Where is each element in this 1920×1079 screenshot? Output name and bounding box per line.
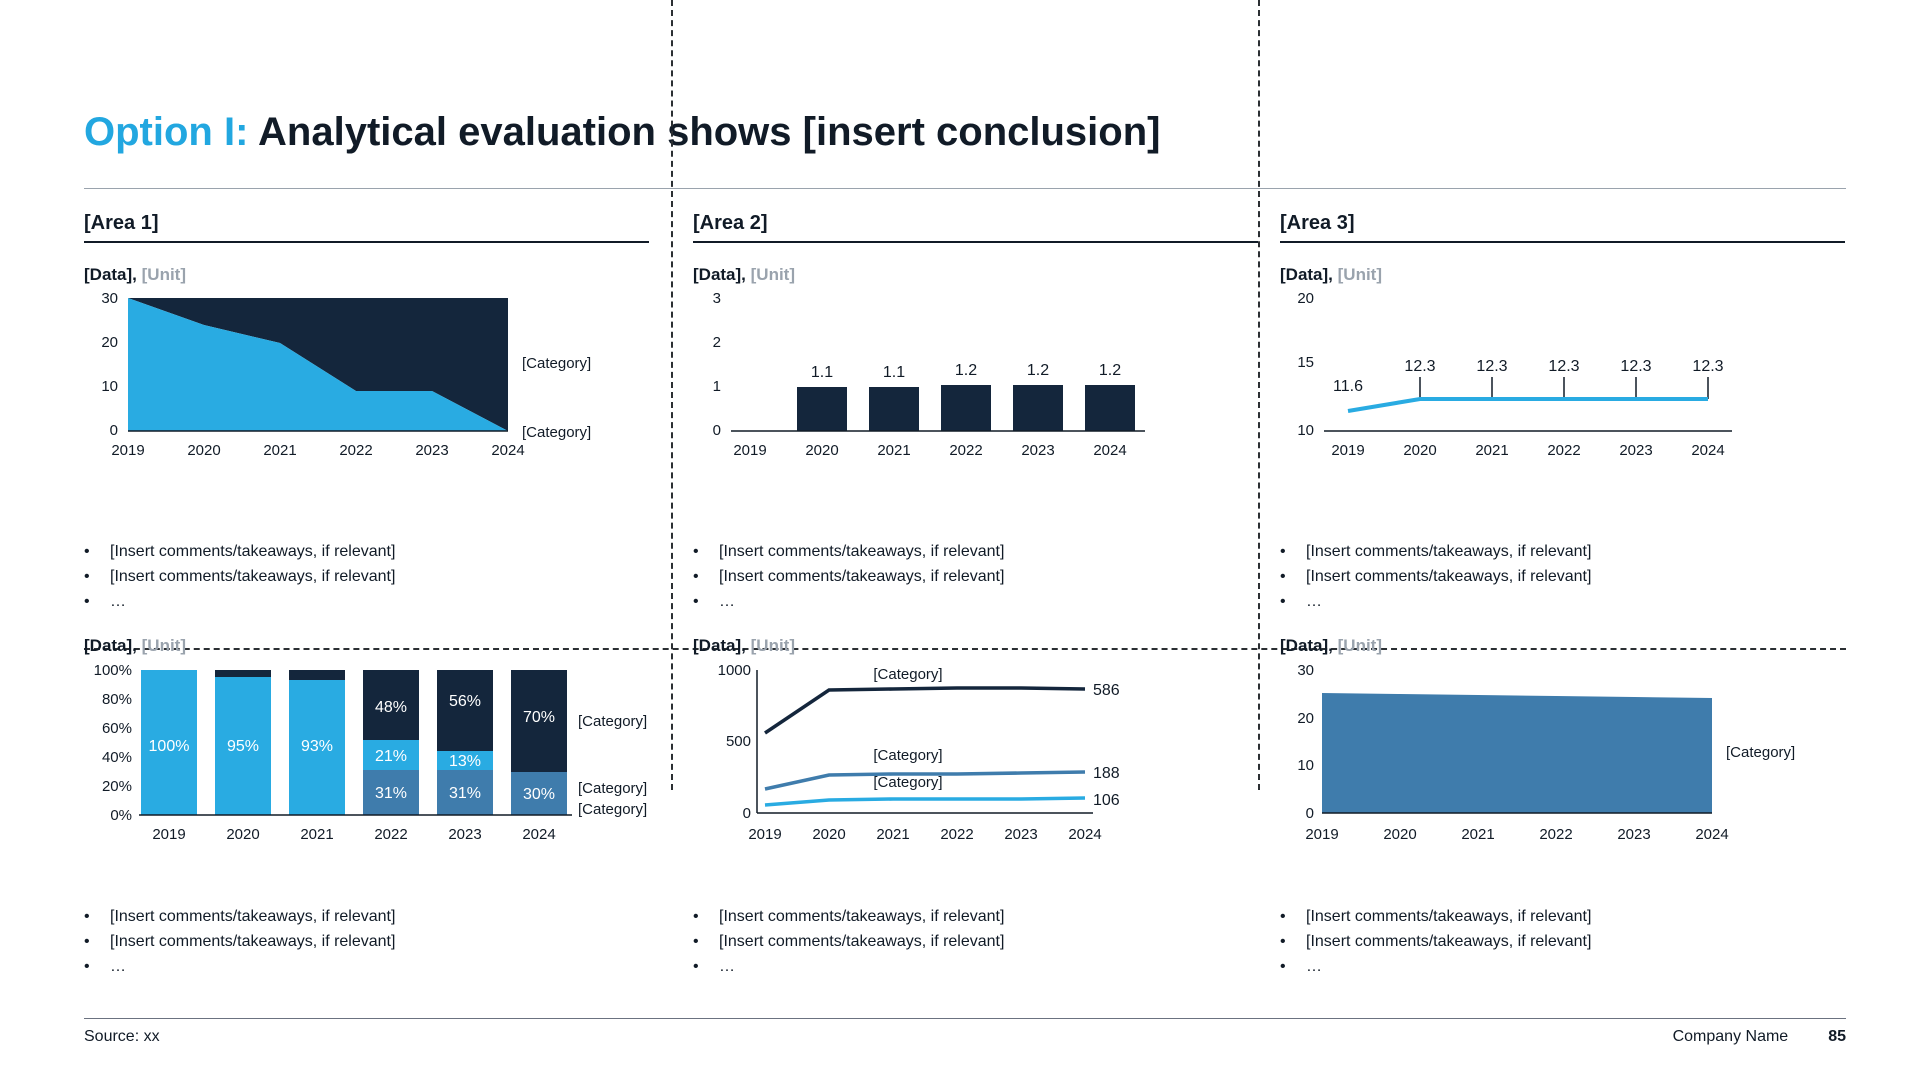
svg-text:20: 20 [101, 334, 118, 351]
svg-text:12.3: 12.3 [1692, 358, 1724, 375]
svg-text:12.3: 12.3 [1620, 358, 1652, 375]
bullet-marker: • [693, 908, 699, 925]
bullet-item: • … [1280, 954, 1845, 979]
svg-text:21%: 21% [374, 748, 408, 765]
chart-a3-bottom-label: [Data], [Unit] [1280, 636, 1383, 655]
bullet-marker: • [693, 543, 699, 560]
svg-text:31%: 31% [448, 785, 482, 802]
svg-text:2024: 2024 [1093, 442, 1127, 459]
chart-a2-bottom-label: [Data], [Unit] [693, 636, 796, 655]
footer-divider [84, 1018, 1846, 1019]
bullet-marker: • [1280, 958, 1286, 975]
svg-text:30: 30 [1297, 662, 1314, 679]
svg-text:1.2: 1.2 [954, 362, 978, 379]
svg-text:2022: 2022 [949, 442, 983, 459]
area-3-rule [1280, 241, 1845, 243]
chart-a1-bottom-category-2: [Category] [578, 780, 648, 797]
svg-text:2019: 2019 [733, 442, 767, 459]
chart-a2-bottom-end-label-1: 586 [1093, 682, 1120, 699]
svg-text:56%: 56% [448, 693, 482, 710]
bullet-item: • [Insert comments/takeaways, if relevant] [84, 539, 671, 564]
title-accent: Option I: [84, 110, 249, 154]
bullet-marker: • [693, 568, 699, 585]
chart-a2-bottom [693, 662, 1258, 894]
column-area-2 [671, 212, 1258, 1002]
chart-a1-bottom-block [84, 636, 671, 979]
chart-a2-bottom-block [693, 636, 1258, 979]
bullet-item: • [Insert comments/takeaways, if relevant] [84, 904, 671, 929]
bullet-marker: • [84, 593, 90, 610]
bullet-item: • [Insert comments/takeaways, if relevant] [1280, 564, 1845, 589]
chart-a1-top-category-1: [Category] [522, 355, 592, 372]
bullet-marker: • [84, 568, 90, 585]
svg-text:1: 1 [712, 378, 721, 395]
svg-text:2020: 2020 [1383, 826, 1417, 843]
svg-text:1.2: 1.2 [1098, 362, 1122, 379]
svg-text:0: 0 [1305, 805, 1314, 822]
bullets-a3-top [1280, 539, 1845, 614]
svg-text:2020: 2020 [226, 826, 260, 843]
svg-text:12.3: 12.3 [1548, 358, 1580, 375]
chart-a1-top [84, 291, 649, 529]
column-area-3 [1258, 212, 1845, 1002]
bullets-a1-top [84, 539, 671, 614]
bullet-item: • [Insert comments/takeaways, if relevant] [693, 904, 1258, 929]
svg-text:2019: 2019 [1331, 442, 1365, 459]
svg-text:2023: 2023 [1617, 826, 1651, 843]
chart-a3-bottom-block [1280, 636, 1845, 979]
svg-text:2019: 2019 [1305, 826, 1339, 843]
chart-a2-top [693, 291, 1258, 529]
bullet-item: • … [1280, 589, 1845, 614]
svg-text:2021: 2021 [1475, 442, 1509, 459]
company-name: Company Name [1672, 1028, 1789, 1045]
bullet-item: • … [693, 954, 1258, 979]
svg-text:40%: 40% [101, 749, 132, 766]
svg-text:1.1: 1.1 [882, 364, 906, 381]
svg-text:2021: 2021 [876, 826, 910, 843]
bullet-marker: • [1280, 933, 1286, 950]
bullets-a3-bottom [1280, 904, 1845, 979]
svg-text:80%: 80% [101, 691, 132, 708]
bullet-marker: • [1280, 908, 1286, 925]
svg-text:100%: 100% [148, 738, 190, 755]
bullets-a1-bottom [84, 904, 671, 979]
svg-text:2023: 2023 [1619, 442, 1653, 459]
bullet-marker: • [693, 933, 699, 950]
column-area-1 [84, 212, 671, 1002]
svg-text:3: 3 [712, 291, 721, 307]
bullet-marker: • [1280, 568, 1286, 585]
content-columns [84, 212, 1846, 1002]
svg-text:2024: 2024 [1695, 826, 1729, 843]
chart-a1-bottom-category-3: [Category] [578, 801, 648, 818]
svg-text:15: 15 [1297, 354, 1314, 371]
bullet-item: • [Insert comments/takeaways, if relevant] [1280, 539, 1845, 564]
svg-text:2019: 2019 [748, 826, 782, 843]
footer [84, 1028, 1846, 1046]
chart-a3-top-label: [Data], [Unit] [1280, 265, 1383, 284]
chart-a1-bottom-label: [Data], [Unit] [84, 636, 187, 655]
svg-text:100%: 100% [93, 662, 132, 679]
svg-text:[Category]: [Category] [873, 774, 943, 791]
svg-text:30%: 30% [522, 786, 556, 803]
svg-text:1.1: 1.1 [810, 364, 834, 381]
svg-text:2022: 2022 [339, 442, 373, 459]
bullet-item: • … [84, 954, 671, 979]
page-number: 85 [1828, 1028, 1846, 1045]
svg-text:0%: 0% [110, 807, 132, 824]
bullet-item: • [Insert comments/takeaways, if relevant] [693, 539, 1258, 564]
bullet-marker: • [1280, 593, 1286, 610]
svg-text:0: 0 [742, 805, 751, 822]
svg-text:2020: 2020 [1403, 442, 1437, 459]
svg-text:2023: 2023 [415, 442, 449, 459]
svg-text:1000: 1000 [717, 662, 751, 679]
bullet-item: • [Insert comments/takeaways, if relevant] [693, 564, 1258, 589]
svg-text:31%: 31% [374, 785, 408, 802]
svg-text:2022: 2022 [940, 826, 974, 843]
chart-a3-bottom [1280, 662, 1845, 894]
area-2-rule [693, 241, 1258, 243]
svg-text:2024: 2024 [522, 826, 556, 843]
svg-text:30: 30 [101, 291, 118, 307]
chart-a2-top-label: [Data], [Unit] [693, 265, 796, 284]
area-2-heading: [Area 2] [693, 212, 768, 234]
page-title [84, 110, 1844, 154]
svg-text:13%: 13% [448, 753, 482, 770]
svg-text:93%: 93% [300, 738, 334, 755]
svg-text:2022: 2022 [374, 826, 408, 843]
svg-text:11.6: 11.6 [1333, 378, 1363, 395]
bullet-marker: • [84, 933, 90, 950]
svg-text:2021: 2021 [1461, 826, 1495, 843]
area-3-heading: [Area 3] [1280, 212, 1355, 234]
svg-text:2020: 2020 [187, 442, 221, 459]
svg-text:10: 10 [101, 378, 118, 395]
chart-a1-bottom [84, 662, 649, 894]
svg-text:20: 20 [1297, 710, 1314, 727]
bullet-item: • [Insert comments/takeaways, if relevant] [693, 929, 1258, 954]
bullet-marker: • [693, 958, 699, 975]
bullet-marker: • [1280, 543, 1286, 560]
svg-text:12.3: 12.3 [1404, 358, 1436, 375]
chart-a1-bottom-category-1: [Category] [578, 713, 648, 730]
svg-text:1.2: 1.2 [1026, 362, 1050, 379]
svg-text:2019: 2019 [111, 442, 145, 459]
svg-text:2022: 2022 [1539, 826, 1573, 843]
svg-text:70%: 70% [522, 709, 556, 726]
svg-text:12.3: 12.3 [1476, 358, 1508, 375]
svg-text:20%: 20% [101, 778, 132, 795]
title-rest: Analytical evaluation shows [insert conclusion] [258, 110, 1161, 154]
title-divider [84, 188, 1846, 189]
svg-text:2020: 2020 [812, 826, 846, 843]
svg-text:2024: 2024 [1068, 826, 1102, 843]
bullet-item: • … [693, 589, 1258, 614]
bullet-marker: • [84, 908, 90, 925]
bullet-item: • [Insert comments/takeaways, if relevant] [1280, 904, 1845, 929]
bullet-item: • [Insert comments/takeaways, if relevant] [1280, 929, 1845, 954]
svg-text:10: 10 [1297, 757, 1314, 774]
svg-text:2023: 2023 [448, 826, 482, 843]
svg-text:[Category]: [Category] [873, 747, 943, 764]
svg-text:2024: 2024 [1691, 442, 1725, 459]
svg-text:2021: 2021 [300, 826, 334, 843]
bullet-item: • … [84, 589, 671, 614]
svg-text:2022: 2022 [1547, 442, 1581, 459]
bullet-marker: • [84, 543, 90, 560]
svg-text:2019: 2019 [152, 826, 186, 843]
chart-a2-bottom-end-label-2: 188 [1093, 765, 1120, 782]
area-1-rule [84, 241, 649, 243]
svg-text:2023: 2023 [1021, 442, 1055, 459]
svg-text:2020: 2020 [805, 442, 839, 459]
svg-text:20: 20 [1297, 291, 1314, 307]
svg-text:500: 500 [725, 733, 751, 750]
svg-text:48%: 48% [374, 699, 408, 716]
svg-text:0: 0 [712, 422, 721, 439]
svg-text:2021: 2021 [263, 442, 297, 459]
svg-text:60%: 60% [101, 720, 132, 737]
bullet-marker: • [84, 958, 90, 975]
svg-text:10: 10 [1297, 422, 1314, 439]
bullet-item: • [Insert comments/takeaways, if relevant] [84, 929, 671, 954]
bullets-a2-bottom [693, 904, 1258, 979]
chart-a1-top-label: [Data], [Unit] [84, 265, 187, 284]
area-1-heading: [Area 1] [84, 212, 159, 234]
svg-text:2024: 2024 [491, 442, 525, 459]
bullet-marker: • [693, 593, 699, 610]
bullets-a2-top [693, 539, 1258, 614]
chart-a1-top-category-2: [Category] [522, 424, 592, 441]
chart-a3-top [1280, 291, 1845, 529]
svg-text:2023: 2023 [1004, 826, 1038, 843]
svg-text:95%: 95% [226, 738, 260, 755]
svg-text:2021: 2021 [877, 442, 911, 459]
svg-text:[Category]: [Category] [873, 666, 943, 683]
svg-text:2: 2 [712, 334, 721, 351]
svg-text:0: 0 [109, 422, 118, 439]
chart-a2-bottom-end-label-3: 106 [1093, 792, 1120, 809]
bullet-item: • [Insert comments/takeaways, if relevant] [84, 564, 671, 589]
source-note: Source: xx [84, 1028, 160, 1045]
chart-a3-bottom-category-1: [Category] [1726, 744, 1796, 761]
